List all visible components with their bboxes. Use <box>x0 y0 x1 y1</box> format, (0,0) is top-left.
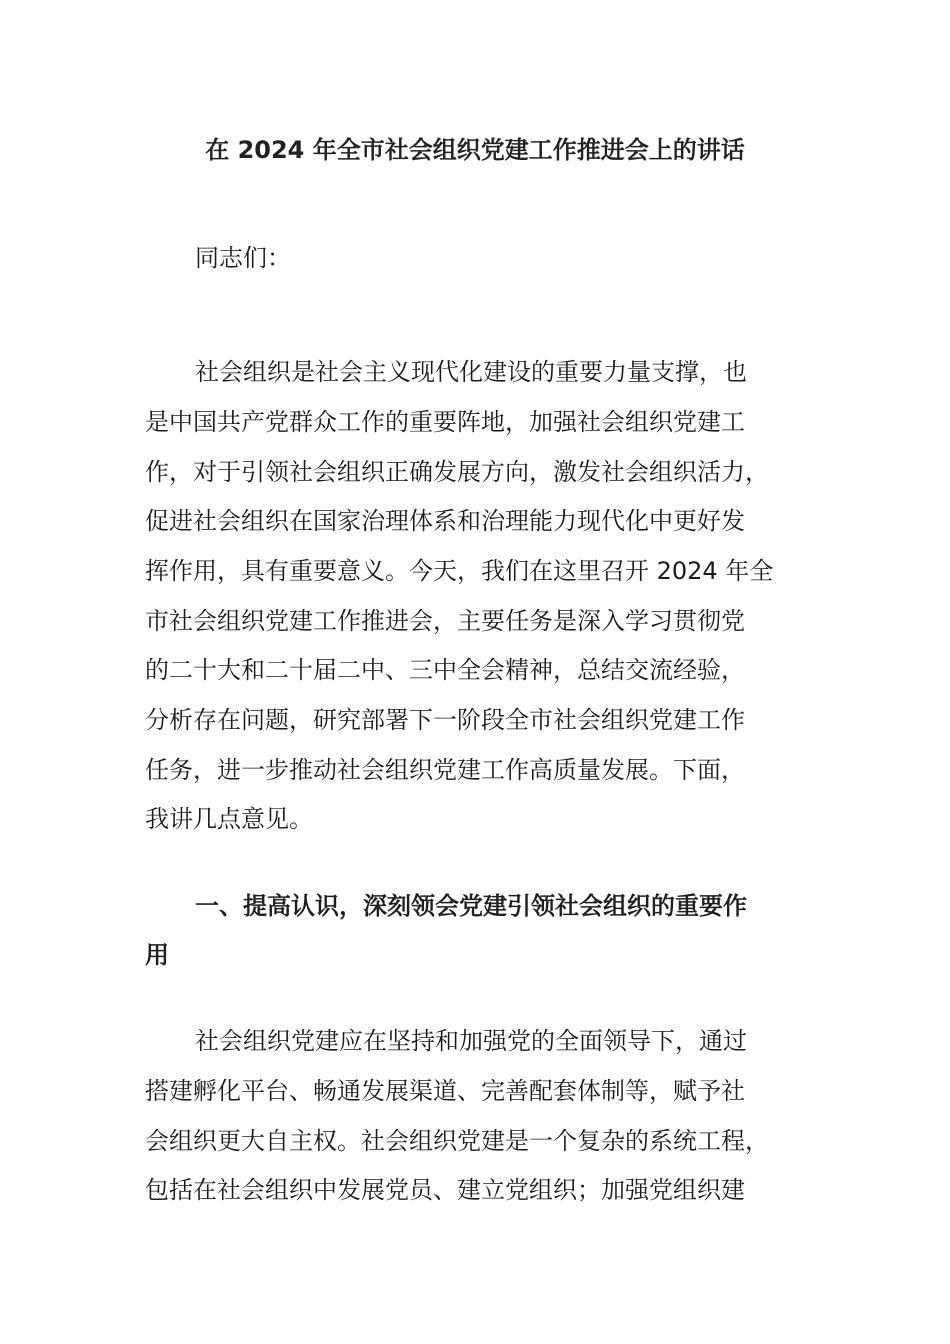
paragraph-line: 社会组织是社会主义现代化建设的重要力量支撑，也 <box>195 358 747 386</box>
heading-line: 一、提高认识，深刻领会党建引领社会组织的重要作 <box>195 892 747 920</box>
paragraph-line: 会组织更大自主权。社会组织党建是一个复杂的系统工程， <box>145 1127 769 1155</box>
paragraph-line: 搭建孵化平台、畅通发展渠道、完善配套体制等，赋予社 <box>145 1077 745 1105</box>
paragraph-line: 作，对于引领社会组织正确发展方向，激发社会组织活力， <box>145 458 769 486</box>
paragraph-line: 包括在社会组织中发展党员、建立党组织；加强党组织建 <box>145 1176 745 1204</box>
heading-line: 用 <box>145 941 169 969</box>
paragraph-line: 社会组织党建应在坚持和加强党的全面领导下，通过 <box>195 1027 747 1055</box>
paragraph-line: 促进社会组织在国家治理体系和治理能力现代化中更好发 <box>145 507 745 535</box>
paragraph-line: 分析存在问题，研究部署下一阶段全市社会组织党建工作 <box>145 706 745 734</box>
paragraph-line: 挥作用，具有重要意义。今天，我们在这里召开 2024 年全 <box>145 557 774 585</box>
paragraph-line: 市社会组织党建工作推进会，主要任务是深入学习贯彻党 <box>145 607 745 635</box>
paragraph-line: 是中国共产党群众工作的重要阵地，加强社会组织党建工 <box>145 408 745 436</box>
paragraph-line: 的二十大和二十届二中、三中全会精神，总结交流经验， <box>145 656 745 684</box>
paragraph-line: 我讲几点意见。 <box>145 805 313 833</box>
document-title: 在 2024 年全市社会组织党建工作推进会上的讲话 <box>205 136 745 164</box>
paragraph-line: 任务，进一步推动社会组织党建工作高质量发展。下面， <box>145 756 745 784</box>
salutation: 同志们： <box>195 244 291 272</box>
